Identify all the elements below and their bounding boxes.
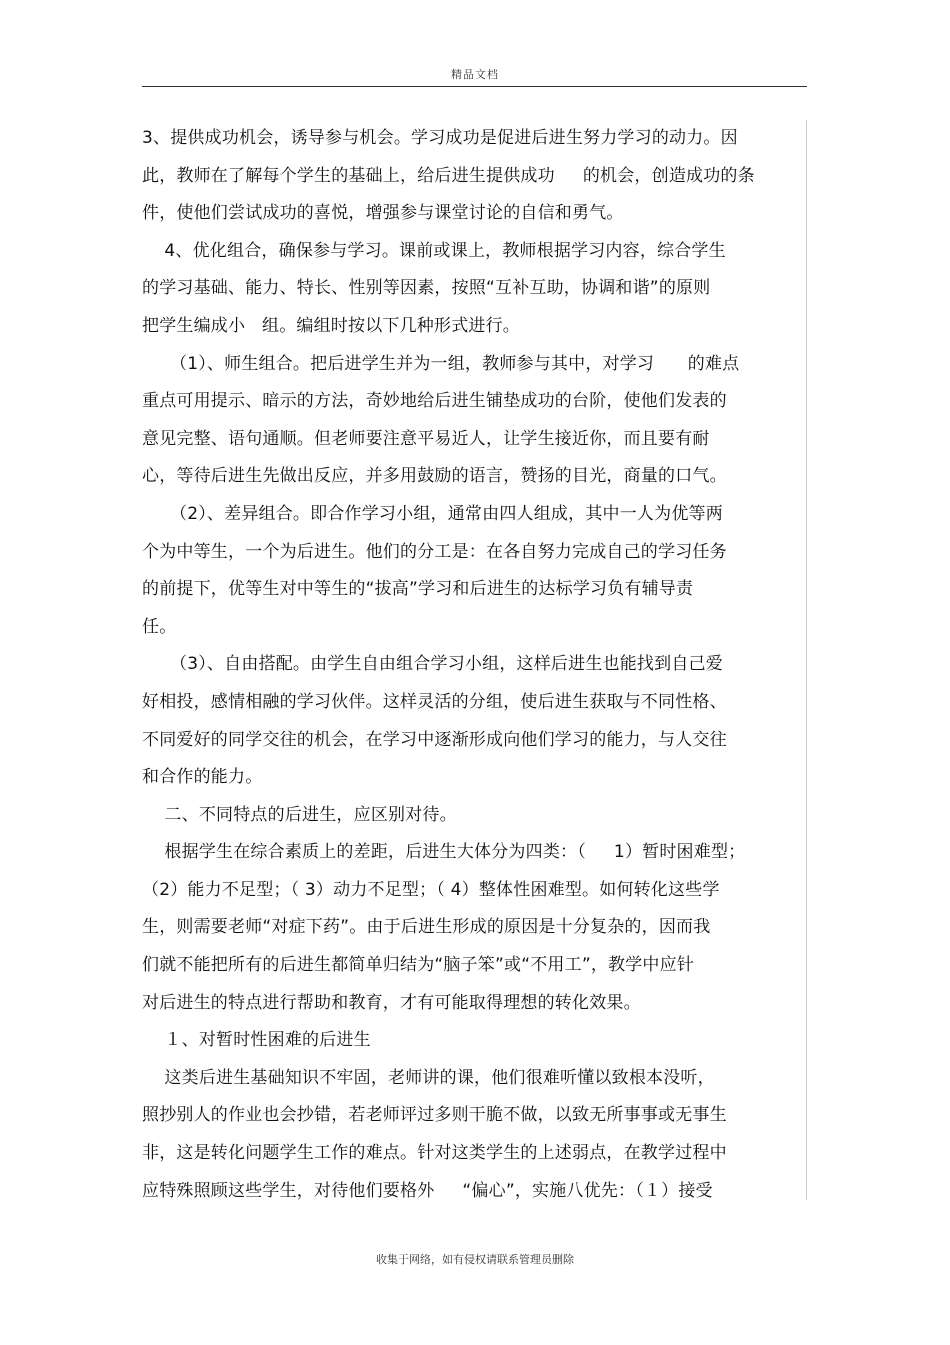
text-line: （2）能力不足型；（ 3）动力不足型；（ 4）整体性困难型。如何转化这些学 bbox=[142, 879, 720, 900]
page-footer: 收集于网络，如有侵权请联系管理员删除 bbox=[376, 1253, 574, 1266]
text-line: １、对暂时性困难的后进生 bbox=[142, 1030, 371, 1051]
text-line: 生，则需要老师“对症下药”。由于后进生形成的原因是十分复杂的，因而我 bbox=[142, 917, 711, 938]
text-line: 此，教师在了解每个学生的基础上，给后进生提供成功 的机会，创造成功的条 bbox=[142, 165, 755, 186]
text-line: （2）、差异组合。即合作学习小组，通常由四人组成，其中一人为优等两 bbox=[142, 503, 723, 524]
text-line: 件，使他们尝试成功的喜悦，增强参与课堂讨论的自信和勇气。 bbox=[142, 203, 624, 224]
text-line: （1）、师生组合。把后进学生并为一组，教师参与其中，对学习 的难点 bbox=[142, 353, 740, 374]
text-line: 根据学生在综合素质上的差距，后进生大体分为四类：（ 1）暂时困难型； bbox=[142, 842, 746, 863]
text-line: 把学生编成小 组。编组时按以下几种形式进行。 bbox=[142, 315, 521, 336]
text-line: 不同爱好的同学交往的机会，在学习中逐渐形成向他们学习的能力，与人交往 bbox=[142, 729, 727, 750]
text-line: 应特殊照顾这些学生，对待他们要格外 “偏心”，实施八优先：（１）接受 bbox=[142, 1180, 713, 1201]
text-line: 4、优化组合，确保参与学习。课前或课上，教师根据学习内容，综合学生 bbox=[142, 240, 726, 261]
text-line: 意见完整、语句通顺。但老师要注意平易近人，让学生接近你，而且要有耐 bbox=[142, 428, 710, 449]
text-line: 3、提供成功机会，诱导参与机会。学习成功是促进后进生努力学习的动力。因 bbox=[142, 128, 738, 148]
text-line: 重点可用提示、暗示的方法，奇妙地给后进生铺垫成功的台阶，使他们发表的 bbox=[142, 391, 727, 412]
text-line: 们就不能把所有的后进生都简单归结为“脑子笨”或“不用工”，教学中应针 bbox=[142, 955, 695, 976]
page-header: 精品文档 bbox=[451, 68, 499, 81]
text-line: 任。 bbox=[142, 616, 177, 637]
text-line: （3）、自由搭配。由学生自由组合学习小组，这样后进生也能找到自己爱 bbox=[142, 654, 723, 675]
text-line: 好相投，感情相融的学习伙伴。这样灵活的分组，使后进生获取与不同性格、 bbox=[142, 691, 727, 712]
text-line: 二、不同特点的后进生，应区别对待。 bbox=[142, 804, 457, 825]
text-line: 的前提下，优等生对中等生的“拔高”学习和后进生的达标学习负有辅导责 bbox=[142, 579, 694, 600]
text-line: 非，这是转化问题学生工作的难点。针对这类学生的上述弱点，在教学过程中 bbox=[142, 1143, 727, 1164]
text-line: 照抄别人的作业也会抄错，若老师评过多则干脆不做，以致无所事事或无事生 bbox=[142, 1105, 727, 1126]
text-line: 这类后进生基础知识不牢固，老师讲的课，他们很难听懂以致根本没听， bbox=[142, 1067, 715, 1088]
text-line: 的学习基础、能力、特长、性别等因素，按照“互补互助，协调和谐”的原则 bbox=[142, 278, 711, 299]
text-line: 对后进生的特点进行帮助和教育，才有可能取得理想的转化效果。 bbox=[142, 992, 641, 1013]
body-text bbox=[142, 120, 807, 1210]
text-line: 个为中等生，一个为后进生。他们的分工是：在各自努力完成自己的学习任务 bbox=[142, 541, 727, 562]
text-line: 心，等待后进生先做出反应，并多用鼓励的语言，赞扬的目光，商量的口气。 bbox=[142, 466, 727, 487]
header-divider bbox=[142, 86, 807, 87]
text-line: 和合作的能力。 bbox=[142, 767, 263, 788]
